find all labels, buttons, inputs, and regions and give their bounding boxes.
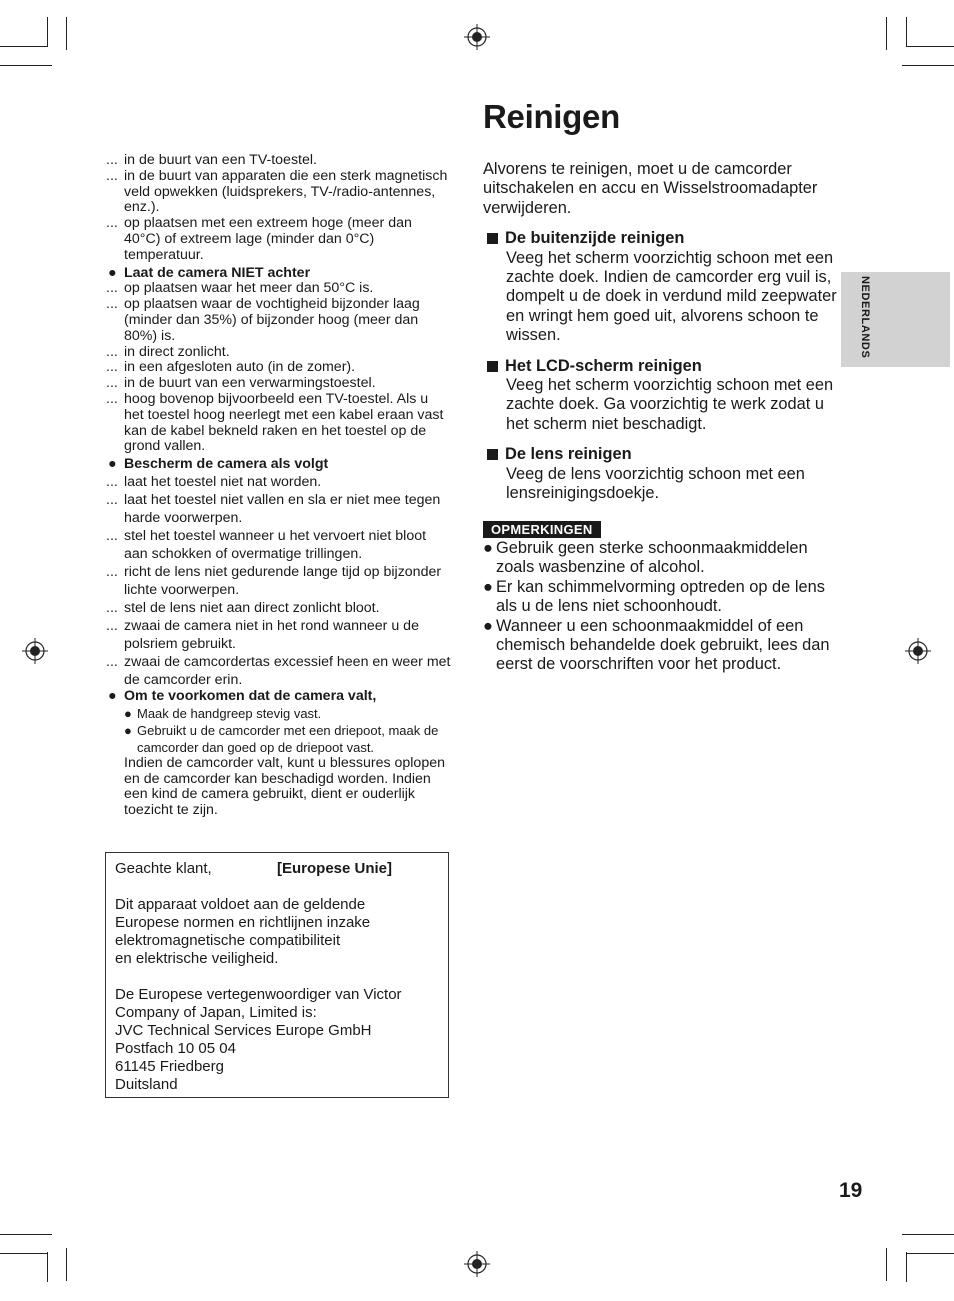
list-item: ● Maak de handgreep stevig vast.	[124, 705, 322, 721]
list-item: ... laat het toestel niet vallen en sla er niet mee tegen harde voorwerpen.	[106, 491, 441, 526]
left-column	[106, 153, 451, 819]
list-item: ... op plaatsen waar de vochtigheid bijzonder laag (minder dan 35%) of bijzonder hoog (meer dan 80%) is.	[106, 296, 420, 344]
registration-mark-icon	[905, 638, 931, 664]
section-lens	[483, 445, 838, 503]
right-column	[483, 160, 838, 675]
list-item: ● Gebruikt u de camcorder met een driepoot, maak de camcorder dan goed op de driepoot vast.	[124, 722, 439, 755]
list-item: ... zwaai de camcordertas excessief heen en weer met de camcorder erin.	[106, 653, 451, 688]
note-item: ● Gebruik geen sterke schoonmaakmiddelen zoals wasbenzine of alcohol.	[483, 538, 808, 577]
list-item: ... in de buurt van een TV-toestel.	[106, 152, 317, 168]
note-item: ● Er kan schimmelvorming optreden op de lens als u de lens niet schoonhoudt.	[483, 577, 825, 616]
list-item: ... in de buurt van apparaten die een sterk magnetisch veld opwekken (luidsprekers, TV-/radio-antennes, enz.).	[106, 167, 448, 216]
section-heading: ● Om te voorkomen dat de camera valt,	[108, 687, 377, 704]
square-bullet-icon	[487, 449, 498, 460]
section-lcd	[483, 357, 838, 435]
list-item: ... in een afgesloten auto (in de zomer).	[106, 359, 356, 376]
list-item: ... stel het toestel wanneer u het vervoert niet bloot aan schokken of overmatige trillingen.	[106, 527, 427, 562]
list-item: ... op plaatsen waar het meer dan 50°C is.	[106, 280, 374, 297]
section-heading: Het LCD-scherm reinigen	[505, 356, 702, 375]
list-item: ... op plaatsen met een extreem hoge (meer dan 40°C) of extreem lage (minder dan 0°C) temperatuur.	[106, 215, 412, 263]
greeting: Geachte klant,	[115, 860, 212, 877]
section-heading: ● Laat de camera NIET achter	[108, 264, 311, 281]
language-tab	[841, 272, 950, 367]
section-heading: De lens reinigen	[505, 445, 632, 464]
list-item: ... hoog bovenop bijvoorbeeld een TV-toestel. Als u het toestel hoog neerlegt met een kabel eraan vast kan de kabel bekneld raken en het toestel op de grond vallen.	[106, 390, 444, 455]
section-body: Veeg de lens voorzichtig schoon met een lensreinigingsdoekje.	[506, 464, 805, 503]
section-body: Veeg het scherm voorzichtig schoon met een zachte doek. Ga voorzichtig te werk zodat u het scherm niet beschadigt.	[506, 376, 834, 433]
compliance-paragraph: Dit apparaat voldoet aan de geldende Europese normen en richtlijnen inzake elektromagnetische compatibiliteit en elektrische veiligheid.	[115, 896, 371, 967]
warning-note: Indien de camcorder valt, kunt u blessures oplopen en de camcorder kan beschadigd worden. Indien een kind de camera gebruikt, dient er ouderlijk toezicht te zijn.	[124, 754, 445, 819]
registration-mark-icon	[464, 1251, 490, 1277]
region-label: [Europese Unie]	[277, 860, 393, 877]
note-item: ● Wanneer u een schoonmaakmiddel of een chemisch behandelde doek gebruikt, lees dan eerst de voorschriften voor het product.	[483, 616, 830, 674]
square-bullet-icon	[487, 361, 498, 372]
list-item: ... richt de lens niet gedurende lange tijd op bijzonder lichte voorwerpen.	[106, 563, 442, 598]
language-label: NEDERLANDS	[859, 276, 871, 359]
intro-paragraph: Alvorens te reinigen, moet u de camcorder uitschakelen en accu en Wisselstroomadapter verwijderen.	[483, 160, 818, 217]
list-item: ... laat het toestel niet nat worden.	[106, 473, 322, 490]
square-bullet-icon	[487, 233, 498, 244]
notes-label: OPMERKINGEN	[483, 521, 601, 538]
list-item: ... in de buurt van een verwarmingstoestel.	[106, 375, 376, 392]
section-body: Veeg het scherm voorzichtig schoon met een zachte doek. Indien de camcorder erg vuil is, dompelt u de doek in verdund mild zeepwater en wringt hem goed uit, alvorens schoon te wissen.	[506, 248, 837, 345]
section-heading: ● Bescherm de camera als volgt	[108, 456, 329, 473]
registration-mark-icon	[464, 24, 490, 50]
list-item: ... zwaai de camera niet in het rond wanneer u de polsriem gebruikt.	[106, 617, 419, 652]
list-item: ... stel de lens niet aan direct zonlicht bloot.	[106, 599, 380, 616]
eu-compliance-box	[105, 852, 449, 1098]
representative-paragraph: De Europese vertegenwoordiger van Victor Company of Japan, Limited is: JVC Technical Services Europe GmbH Postfach 10 05 04 61145 Friedberg Duitsland	[115, 986, 402, 1093]
page-title: Reinigen	[483, 98, 620, 135]
registration-mark-icon	[22, 638, 48, 664]
page-number: 19	[839, 1179, 863, 1202]
list-item: ... in direct zonlicht.	[106, 343, 230, 360]
section-heading: De buitenzijde reinigen	[505, 229, 685, 248]
section-exterior	[483, 229, 838, 345]
